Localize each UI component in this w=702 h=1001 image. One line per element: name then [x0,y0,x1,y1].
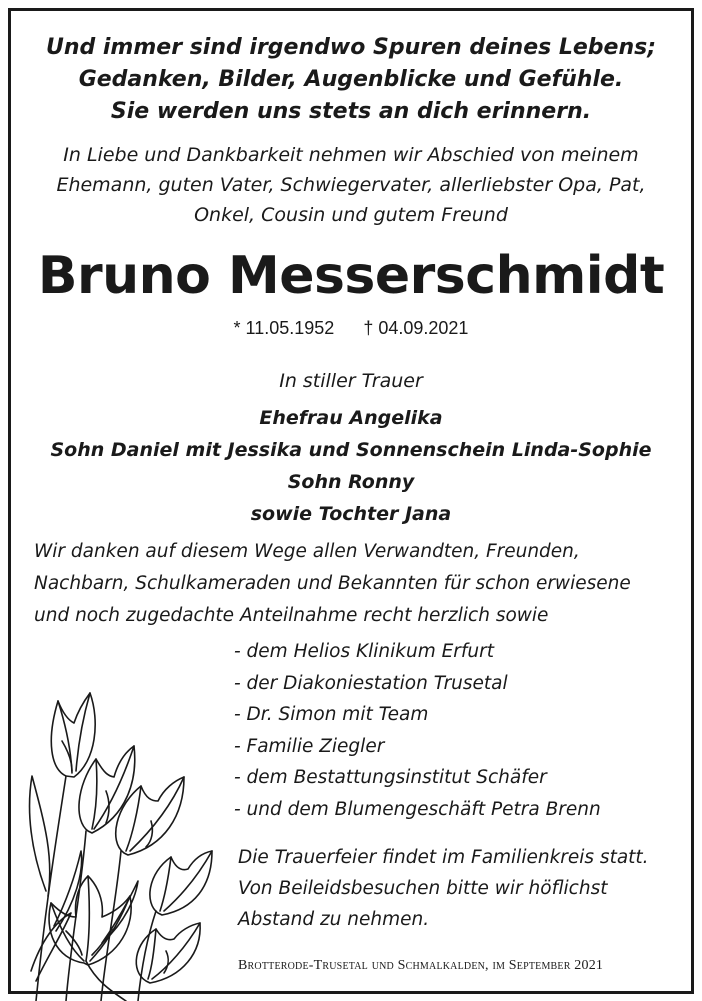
thanks-text [34,536,674,632]
thanks-list-item: - dem Helios Klinikum Erfurt [234,641,495,662]
mourning-label: In stiller Trauer [279,370,423,392]
intro-text [16,140,686,230]
thanks-line: und noch zugedachte Anteilnahme recht herzlich sowie [34,605,549,626]
obituary-notice [16,16,686,984]
family-member: Sohn Daniel mit Jessika und Sonnenschein Linda-Sophie [50,439,652,461]
thanks-list-item: - der Diakoniestation Trusetal [234,672,508,694]
thanks-list-item: - dem Bestattungsinstitut Schäfer [234,767,547,788]
thanks-line: Wir danken auf diesem Wege allen Verwandten, Freunden, [34,541,580,562]
intro-line: Ehemann, guten Vater, Schwiegervater, allerliebster Opa, Pat, [56,174,646,196]
ceremony-note [238,842,678,935]
motto-line: Und immer sind irgendwo Spuren deines Lebens; [45,35,657,60]
family-member: Sohn Ronny [287,471,415,493]
life-dates [16,316,686,340]
ceremony-line: Von Beileidsbesuchen bitte wir höflichst [238,878,608,899]
motto-line: Sie werden uns stets an dich erinnern. [110,99,592,124]
family-member: Ehefrau Angelika [259,407,443,429]
thanks-line: Nachbarn, Schulkameraden und Bekannten für schon erwiesene [34,573,631,594]
motto [16,32,686,128]
deceased-name: Bruno Messerschmidt [37,246,665,306]
birth-date: * 11.05.1952 [233,318,335,338]
intro-line: Onkel, Cousin und gutem Freund [194,204,508,226]
death-date: † 04.09.2021 [363,318,469,338]
thanks-list-item: - Familie Ziegler [234,735,385,757]
thanks-list-item: - und dem Blumengeschäft Petra Brenn [234,798,601,820]
thanks-list-item: - Dr. Simon mit Team [234,704,429,725]
tulip-bouquet-icon [26,681,221,1001]
ceremony-line: Abstand zu nehmen. [238,909,430,930]
intro-line: In Liebe und Dankbarkeit nehmen wir Abschied von meinem [63,144,639,166]
motto-line: Gedanken, Bilder, Augenblicke und Gefühle. [78,67,624,92]
family-list [16,402,686,530]
family-member: sowie Tochter Jana [250,503,452,525]
ceremony-line: Die Trauerfeier findet im Familienkreis statt. [238,847,649,868]
place-and-date: Brotterode-Trusetal und Schmalkalden, im September 2021 [238,958,604,973]
thanks-list [234,636,674,825]
